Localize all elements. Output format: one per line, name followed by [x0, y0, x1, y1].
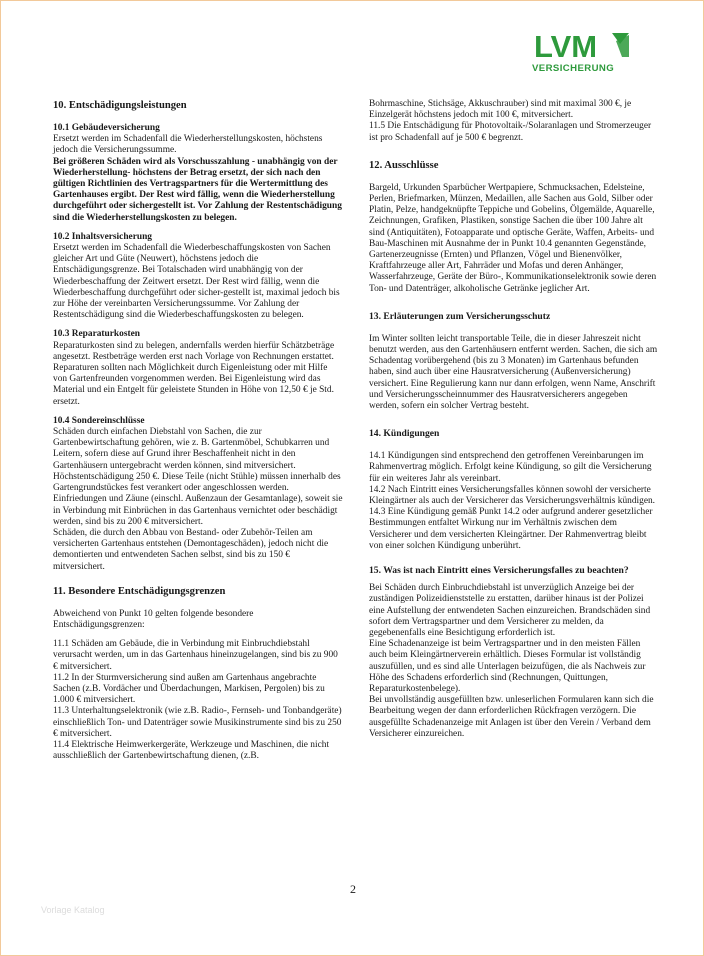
section-11-4-continued: Bohrmaschine, Stichsäge, Akkuschrauber) sind mit maximal 300 €, je Einzelgerät höchstens jedoch mit 100 €, mitversichert.	[369, 99, 632, 121]
section-11-intro: Abweichend von Punkt 10 gelten folgende besondere Entschädigungsgrenzen:	[53, 608, 254, 630]
section-15-title: 15. Was ist nach Eintritt eines Versicherungsfalles zu beachten?	[369, 565, 629, 577]
section-14-title: 14. Kündigungen	[369, 428, 440, 440]
section-10-1-text: Ersetzt werden im Schadenfall die Wiederherstellungskosten, höchstens jedoch die Versicherungssumme.	[53, 134, 323, 156]
section-10-1-title: 10.1 Gebäudeversicherung	[53, 123, 160, 133]
section-10-4-title: 10.4 Sondereinschlüsse	[53, 415, 145, 426]
section-10-4-text-2: Einfriedungen und Zäune (einschl. Außenzaun der Gesamtanlage), soweit sie in Verbindung mit Einbrüchen in das Gartenhaus vernichtet oder beschädigt werden, sind bis zu 200 € mitversichert.	[53, 494, 343, 527]
section-12-title: 12. Ausschlüsse	[369, 159, 439, 171]
section-10-2-title: 10.2 Inhaltsversicherung	[53, 231, 152, 242]
section-10-3-text-2: Reparaturen sollten nach Möglichkeit durch Eigenleistung oder mit Hilfe von Gartenfreunden vorgenommen werden. Bei Eigenleistung wird das Material und ein Entgelt für geleistete Stunden in Höhe von 12,50 € je Std. ersetzt.	[53, 363, 334, 407]
section-10-3-title: 10.3 Reparaturkosten	[53, 329, 140, 340]
section-11-3-text: 11.3 Unterhaltungselektronik (wie z.B. Radio-, Fernseh- und Tonbandgeräte) einschließlich Ton- und Datenträger sowie Musikinstrumente sind bis zu 250 € mitversichert.	[53, 706, 342, 739]
section-10-3-text-1: Reparaturkosten sind zu belegen, andernfalls werden hierfür Schätzbeträge angesetzt. Restbeträge werden erst nach Vorlage von Rechnungen erstattet.	[53, 340, 335, 362]
section-15-text-3: Bei unvollständig ausgefüllten bzw. unleserlichen Formularen kann sich die Bearbeitung wegen der dann erforderlichen Rückfragen verzögern. Die ausgefüllte Schadenanzeige mit Anlagen ist über den Verein / Verband dem Versicherer einzureichen.	[369, 695, 654, 739]
section-10-2-text: Ersetzt werden im Schadenfall die Wiederbeschaffungskosten von Sachen gleicher Art und Güte (Neuwert), höchstens jedoch die Entschädigungsgrenze. Bei Totalschaden wird unabhängig von der Wiederbeschaffung der Zeitwert ersetzt. Der Rest wird fällig, wenn die Wiederbeschaffung durchgeführt oder sicher-gestellt ist, maximal jedoch bis zur Höhe der vereinbarten Versicherungssumme. Vor Zahlung der Restentschädigung sind die Wiederbeschaffungskosten zu belegen.	[53, 243, 340, 321]
section-10-1-bold-text: Bei größeren Schäden wird als Vorschusszahlung - unabhängig von der Wiederherstellung- höchstens der Betrag ersetzt, der sich nach den gültigen Richtlinien des Vertragspartners für die Wertermittlung des Gartenhauses ergibt. Der Rest wird fällig, wenn die Wiederherstellung durchgeführt oder sichergestellt ist. Vor Zahlung der Restentschädigung sind die Wiederherstellungskosten zu belegen.	[53, 156, 342, 223]
section-10-4-text-3: Schäden, die durch den Abbau von Bestand- oder Zubehör-Teilen am versicherten Gartenhaus entstehen (Demontageschäden), jedoch nicht die demontierten und entwendeten Sachen selbst, sind bis zu 150 € mitversichert.	[53, 527, 329, 572]
section-12-text: Bargeld, Urkunden Sparbücher Wertpapiere, Schmucksachen, Edelsteine, Perlen, Briefmarken, Münzen, Medaillen, alle Sachen aus Gold, Silber oder Platin, Pelze, handgeknüpfte Teppiche und Gobelins, Ölgemälde, Aquarelle, Zeichnungen, Grafiken, Plastiken, sonstige Sachen die über 100 Jahre alt sind (Antiquitäten), Fotoapparate und optische Geräte, Waffen, Arbeits- und Bau-Maschinen mit Ausnahme der in Punkt 10.4 genannten Gegenstände, Gartenerzeugnisse (Ernten) und Pflanzen, Vögel und Bienenvölker, Kraftfahrzeuge aller Art, Fahrräder und Mofas und deren Anhänger, Wasserfahrzeuge, Geräte der Büro-, Kommunikationselektronik sowie deren Ton- und Datenträger, alkoholische Getränke jeglicher Art.	[369, 182, 657, 294]
section-13-title: 13. Erläuterungen zum Versicherungsschutz	[369, 310, 551, 322]
section-14-3-text: 14.3 Eine Kündigung gemäß Punkt 14.2 oder aufgrund anderer gesetzlicher Bestimmungen entfaltet Wirkung nur im Verhältnis zwischen dem Versicherer und dem versicherten Kleingärtner. Der Rahmenvertrag bleibt von einer solchen Kündigung unberührt.	[369, 507, 653, 551]
lvm-logo-mark	[532, 31, 632, 61]
left-column	[53, 99, 343, 762]
section-15-text-2: Eine Schadenanzeige ist beim Vertragspartner und in den meisten Fällen auch beim Kleingärtnerverein erhältlich. Dieses Formular ist vollständig auszufüllen, und es sind alle Unterlagen beizufügen, die als Nachweis zur Höhe des Schadens erforderlich sind (Rechnungen, Quittungen, Reparaturkostenbelege).	[369, 639, 646, 694]
section-11-4-text: 11.4 Elektrische Heimwerkergeräte, Werkzeuge und Maschinen, die nicht ausschließlich der Gartenbewirtschaftung dienen, (z.B.	[53, 739, 330, 762]
page-number: 2	[350, 882, 356, 896]
right-column	[369, 99, 659, 740]
section-14-2-text: 14.2 Nach Eintritt eines Versicherungsfalles können sowohl der versicherte Kleingärtner als auch der Versicherer das Versicherungsverhältnis kündigen.	[369, 484, 656, 507]
lvm-logo-subtitle: VERSICHERUNG	[532, 63, 615, 74]
lvm-logo	[532, 31, 632, 79]
watermark: Vorlage Katalog	[41, 905, 105, 915]
section-13-text: Im Winter sollten leicht transportable Teile, die in dieser Jahreszeit nicht benutzt werden, aus den Gartenhäusern entfernt werden. Sachen, die sich am Schadentag vorübergehend (bis zu 3 Monaten) im Gartenhaus befunden haben, sind auch über eine Hausratversicherung (Außenversicherung) versichert. Eine Regulierung kann nur dann erfolgen, wenn Name, Anschrift und Versicherungsscheinnummer des Hausratversicherers angegeben werden, sofern ein solcher Vertrag besteht.	[369, 333, 658, 412]
section-11-1-text: 11.1 Schäden am Gebäude, die in Verbindung mit Einbruchdiebstahl verursacht werden, um in das Gartenhaus hineinzugelangen, sind bis zu 900 € mitversichert.	[53, 639, 338, 672]
section-11-5-text: 11.5 Die Entschädigung für Photovoltaik-/Solaranlagen und Stromerzeuger ist pro Schadenfall auf je 500 € begrenzt.	[369, 121, 652, 143]
section-10-title: 10. Entschädigungsleistungen	[53, 100, 187, 111]
section-11-2-text: 11.2 In der Sturmversicherung sind außen am Gartenhaus angebrachte Sachen (z.B. Vordächer und Überdachungen, Markisen, Pergolen) bis zu 1.000 € mitversichert.	[53, 672, 325, 706]
section-10-4-text-1: Schäden durch einfachen Diebstahl von Sachen, die zur Gartenbewirtschaftung gehören, wie z. B. Gartenmöbel, Schubkarren und Leitern, sofern diese auf Grund ihrer Beschaffenheit nicht in den Gartenhäusern untergebracht werden können, sind mitversichert. Höchstentschädigung 250 €. Diese Teile (nicht Stühle) müssen innerhalb des Gartengrundstückes fest verankert oder angeschlossen werden.	[53, 427, 341, 494]
section-11-title: 11. Besondere Entschädigungsgrenzen	[53, 585, 226, 597]
section-14-1-text: 14.1 Kündigungen sind entsprechend den getroffenen Vereinbarungen im Rahmenvertrag möglich. Erfolgt keine Kündigung, so gilt die Versicherung für ein weiteres Jahr als vereinbart.	[369, 451, 652, 484]
lvm-logo-letters: LVM	[534, 31, 598, 61]
section-15-text-1: Bei Schäden durch Einbruchdiebstahl ist unverzüglich Anzeige bei der zuständigen Polizeidienststelle zu erstatten, darüber hinaus ist der Polizei eine Aufstellung der entwendeten Sachen einzureichen. Brandschäden sind sofort dem Vertragspartner und dem Versicherer zu melden, da gegebenenfalls eine Besichtigung erforderlich ist.	[369, 583, 651, 638]
